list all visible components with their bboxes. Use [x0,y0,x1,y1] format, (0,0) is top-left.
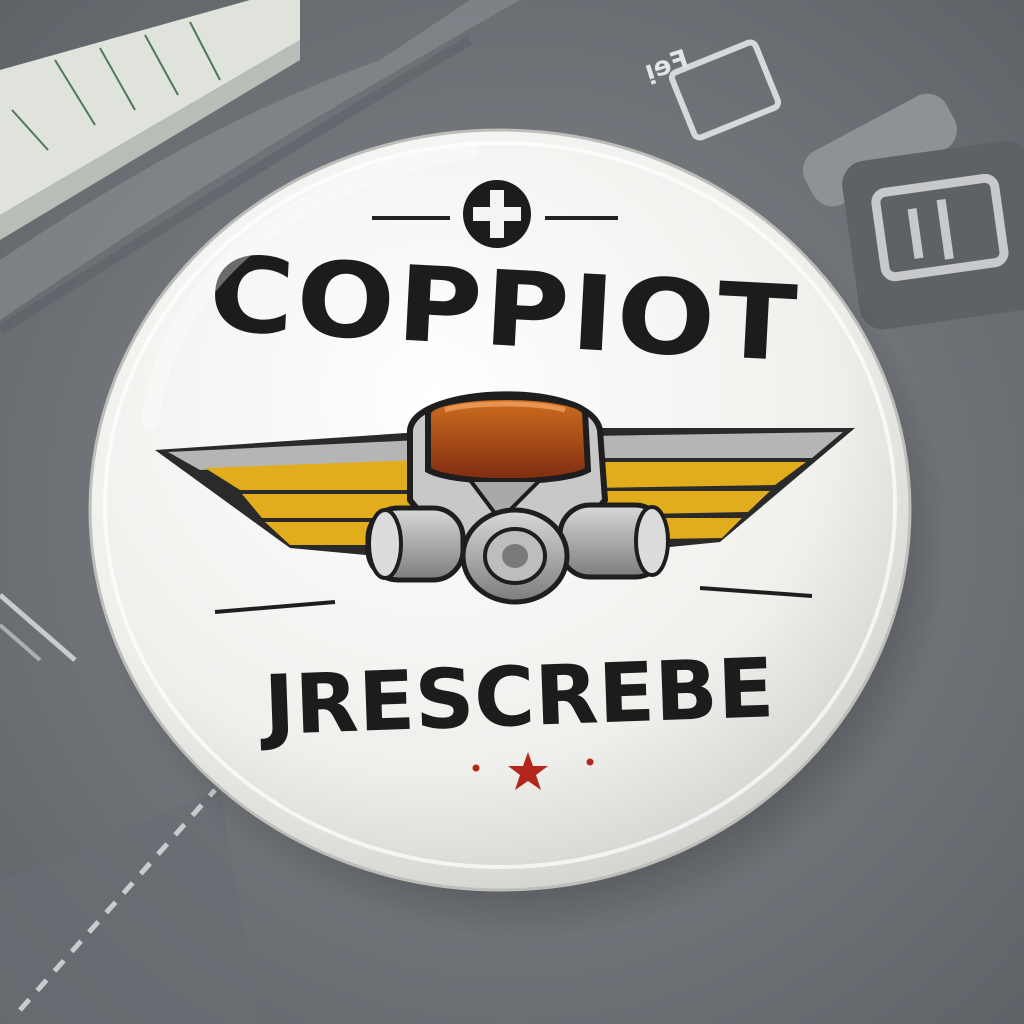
badge-title: COPPIOT [206,232,741,383]
tag-label: ᴉɘꟻ [640,44,693,87]
badge-subtitle: JRESCREBE [262,641,773,754]
